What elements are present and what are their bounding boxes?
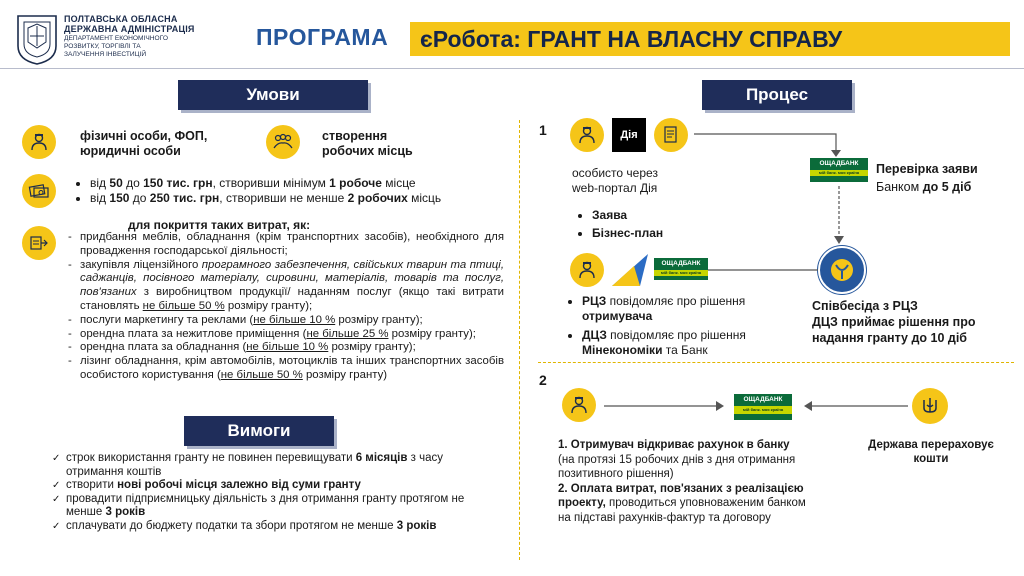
eligible-applicants [80,129,207,159]
organization-name [64,14,204,59]
oschadbank-logo: ОЩАДБАНК мій банк. моя країна [810,158,868,182]
decision-notice-rcz: • РЦЗ повідомляє про рішення отримувача [582,294,794,324]
state-transfer-line2: кошти [913,453,949,465]
step-2-actions [558,438,820,525]
required-documents-list [578,206,663,242]
requirement-item: ✓ строк використання гранту не повинен перевищувати 6 місяців з часу отримання коштів [52,452,492,479]
org-department-line3: ЗАЛУЧЕННЯ ІНВЕСТИЦІЙ [64,51,147,58]
document-item: • Заява [592,206,663,224]
interview-line1: Співбесіда з РЦЗ [812,299,918,313]
vertical-divider [519,120,520,560]
job-creation [322,129,413,159]
open-account-note: (на протязі 15 робочих днів з дня отримання позитивного рішення) [558,453,796,480]
eligible-applicants-line2: юридичні особи [80,144,181,158]
expenses-list [68,231,504,383]
eligible-applicants-line1: фізичні особи, ФОП, [80,129,208,143]
org-name-line2: ДЕРЖАВНА АДМІНІСТРАЦІЯ [64,24,195,34]
program-label: ПРОГРАМА [256,24,389,50]
arrow-down-icon [832,186,846,246]
interview-line3: надання гранту до 10 діб [812,331,968,345]
recipient-icon [570,253,604,287]
interview-info [812,298,975,346]
step-divider [538,362,1014,363]
arrow-to-recipient-icon [690,262,820,278]
money-icon [22,174,56,208]
decision-notices-list [568,294,794,358]
expenses-icon [22,226,56,260]
org-department-line1: ДЕПАРТАМЕНТ ЕКОНОМІЧНОГО [64,35,168,42]
open-account-item: 1. Отримувач відкриває рахунок в банку [558,439,790,451]
trident-icon [912,388,948,424]
arrow-to-bank-icon [690,130,850,160]
grant-amount-option-1: • від 50 до 150 тис. грн, створивши мінімум 1 робоче місце [90,176,441,191]
person-icon [22,125,56,159]
state-transfer-line1: Держава перераховує [868,439,994,451]
submission-method [572,166,658,196]
bank-check-line2: Банком до 5 діб [876,180,972,194]
ministry-logo-icon [610,252,650,288]
grant-amount-option-2: • від 150 до 250 тис. грн, створивши не менше 2 робочих місць [90,191,441,206]
grant-amounts-list [76,176,441,206]
conditions-heading: Умови [178,80,368,110]
expense-item: - закупівля ліцензійного програмного забезпечення, свійських тварин та птиці, саджанців, посівного матеріалу, сировини, матеріалів, товарів та послуг, пов'язаних з виробництвом продукції/ наданням послуг (якщо такі витрати становлять не більше 50 % розміру гранту); [68,259,504,314]
state-transfer [856,438,1006,466]
diia-logo: Дія [612,118,646,152]
requirements-heading: Вимоги [184,416,334,446]
requirement-item: ✓ створити нові робочі місця залежно від суми гранту [52,479,492,493]
expense-item: - лізинг обладнання, крім автомобілів, мотоциклів та інших транспортних засобів особистого користування (не більше 50 % розміру гранту) [68,355,504,383]
org-name-line1: ПОЛТАВСЬКА ОБЛАСНА [64,14,178,24]
region-crest-icon [14,12,60,66]
expense-payment-item: 2. Оплата витрат, пов'язаних з реалізацією проекту, проводиться уповноваженим банком на підставі рахунків-фактур та договору [558,482,806,524]
page-title: єРобота: ГРАНТ НА ВЛАСНУ СПРАВУ [420,26,843,52]
expense-item: - орендна плата за нежитлове приміщення (не більше 25 % розміру гранту); [68,328,504,342]
process-heading: Процес [702,80,852,110]
team-icon [266,125,300,159]
job-creation-line2: робочих місць [322,144,413,158]
oschadbank-logo: ОЩАДБАНК мій банк. моя країна [734,394,792,420]
arrow-to-bank-icon [600,398,728,414]
decision-notice-dcz: • ДЦЗ повідомляє про рішення Мінекономіки та Банк [582,328,794,358]
bank-check-line1: Перевірка заяви [876,162,978,176]
job-creation-line1: створення [322,129,388,143]
requirement-item: ✓ провадити підприємницьку діяльність з дня отримання гранту протягом не менше 3 років [52,493,492,520]
submission-method-line2: web-портал Дія [572,181,658,195]
oschadbank-logo: ОЩАДБАНК мій банк. моя країна [654,258,708,280]
requirement-item: ✓ сплачувати до бюджету податки та збори протягом не менше 3 років [52,520,492,534]
step-1-number: 1 [539,122,547,138]
arrow-from-state-icon [800,398,912,414]
recipient-icon [562,388,596,422]
document-icon [654,118,688,152]
step-2-number: 2 [539,372,547,388]
expense-item: - орендна плата за обладнання (не більше 10 % розміру гранту); [68,341,504,355]
expenses-title: для покриття таких витрат, як: [128,218,311,232]
bank-check [876,160,978,196]
submission-method-line1: особисто через [572,166,658,180]
requirements-list [52,452,492,534]
expense-item: - послуги маркетингу та реклами (не більше 10 % розміру гранту); [68,314,504,328]
org-department-line2: РОЗВИТКУ, ТОРГІВЛІ ТА [64,43,141,50]
header-divider [0,68,1024,69]
employment-center-logo [818,246,866,294]
interview-line2: ДЦЗ приймає рішення про [812,315,976,329]
org-department [64,35,204,59]
document-item: • Бізнес-план [592,224,663,242]
applicant-icon [570,118,604,152]
expense-item: - придбання меблів, обладнання (крім транспортних засобів), необхідного для провадження господарської діяльності; [68,231,504,259]
